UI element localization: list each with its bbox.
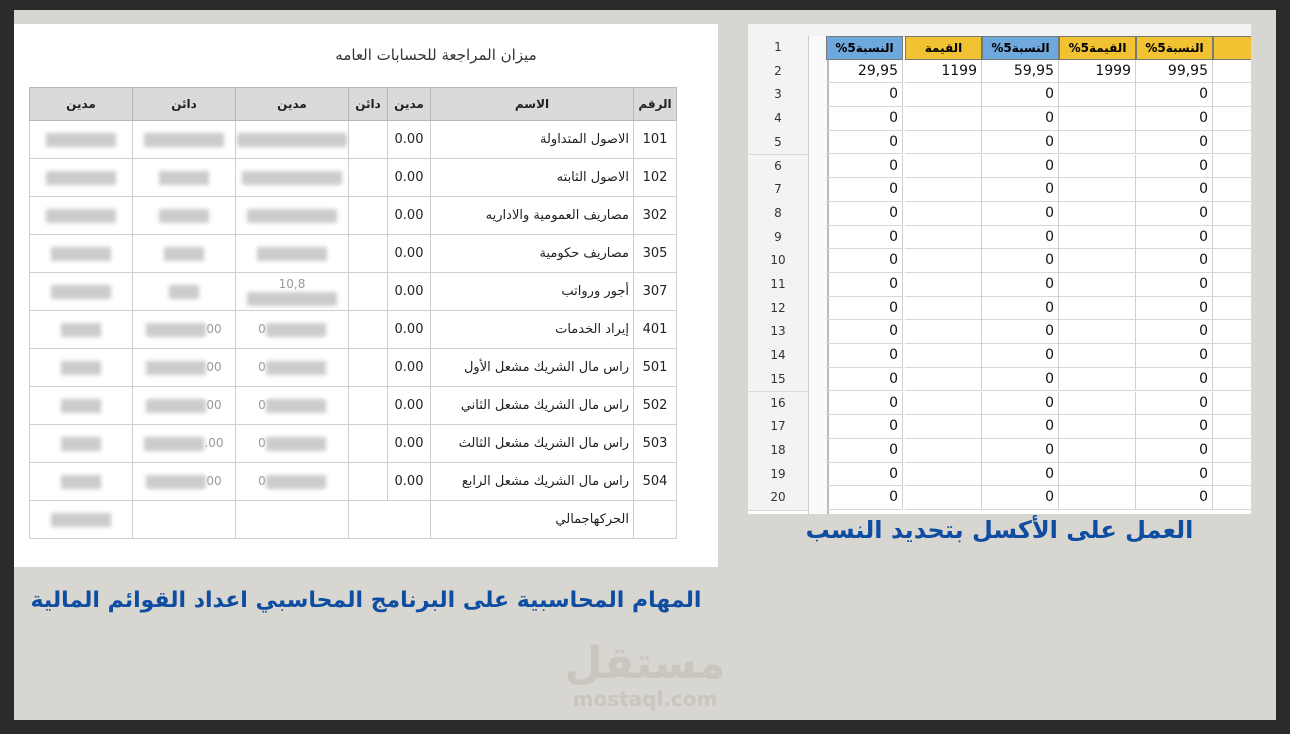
sheet-cell[interactable] [905,486,982,510]
sheet-cell[interactable] [905,392,982,416]
sheet-cell[interactable]: 0 [826,463,903,487]
sheet-cell[interactable]: 0 [982,415,1059,439]
row-header[interactable]: 2 [748,60,808,85]
sheet-cell[interactable] [905,297,982,321]
cell-account-number [634,501,677,539]
cell-debit-2 [236,349,349,387]
table-header-row [30,88,677,121]
sheet-cell[interactable] [1059,415,1136,439]
sheet-cell[interactable]: 0 [1136,226,1213,250]
sheet-cell[interactable]: 0 [982,155,1059,179]
sheet-cell[interactable]: 0 [826,439,903,463]
cell-account-number: 504 [634,463,677,501]
cell-account-name: راس مال الشريك مشعل الأول [431,349,634,387]
row-header[interactable]: 4 [748,107,808,132]
row-header[interactable]: 10 [748,249,808,274]
cell-account-name: راس مال الشريك مشعل الثاني [431,387,634,425]
row-header[interactable]: 1 [748,36,808,61]
row-header[interactable]: 16 [748,392,808,417]
col-debit-2: مدين [236,88,349,121]
table-row [30,311,677,349]
sheet-cell[interactable] [1059,439,1136,463]
sheet-cell[interactable]: 0 [1136,415,1213,439]
cell-debit-2 [236,425,349,463]
cell-credit-2 [349,311,388,349]
sheet-cell[interactable]: 1199 [905,60,982,84]
sheet-cell[interactable]: 0 [826,226,903,250]
cell-credit-1 [133,311,236,349]
faint-value: 00 [206,398,222,412]
cell-debit-3: 0.00 [388,273,431,311]
faint-value: 00 [206,322,222,336]
cell-credit-1 [133,501,236,539]
cell-credit-1 [133,425,236,463]
sheet-cell[interactable]: 0 [982,131,1059,155]
row-header[interactable]: 9 [748,226,808,251]
cell-debit-3: 0.00 [388,349,431,387]
sheet-cell[interactable]: 0 [826,392,903,416]
sheet-cell-partial[interactable] [1213,392,1251,416]
sheet-cell[interactable]: 0 [826,368,903,392]
cell-debit-3: 0.00 [388,235,431,273]
sheet-cell-partial[interactable] [1213,131,1251,155]
sheet-cell-partial[interactable] [1213,249,1251,273]
sheet-cell[interactable] [1059,249,1136,273]
sheet-cell[interactable]: 0 [982,392,1059,416]
sheet-cell[interactable] [1059,486,1136,510]
sheet-cell[interactable]: 0 [982,249,1059,273]
faint-value: 0 [258,398,266,412]
cell-debit-3: 0.00 [388,159,431,197]
cell-debit-1 [30,159,133,197]
sheet-header-cell[interactable]: القيمة5% [1059,36,1136,60]
sheet-cell-partial[interactable] [1213,155,1251,179]
sheet-cell[interactable] [1059,226,1136,250]
row-header[interactable]: 14 [748,344,808,369]
cell-debit-2 [236,501,349,539]
sheet-cell[interactable]: 0 [826,486,903,510]
cell-account-name: إيراد الخدمات [431,311,634,349]
sheet-cell[interactable]: 0 [1136,202,1213,226]
cell-credit-2 [349,349,388,387]
sheet-cell[interactable] [905,178,982,202]
cell-debit-2 [236,159,349,197]
cell-credit-1 [133,463,236,501]
sheet-cell[interactable]: 0 [1136,273,1213,297]
cell-credit-2 [349,425,388,463]
col-credit-2: دائن [349,88,388,121]
cell-credit-2 [349,387,388,425]
row-header[interactable]: 7 [748,178,808,203]
faint-value: 00 [206,474,222,488]
cell-account-number: 302 [634,197,677,235]
sheet-header-cell[interactable]: القيمة [905,36,982,60]
sheet-cell[interactable]: 0 [1136,297,1213,321]
report-title: ميزان المراجعة للحسابات العامه [335,46,537,64]
table-row [30,273,677,311]
cell-debit-2 [236,463,349,501]
sheet-cell[interactable] [1059,178,1136,202]
row-header[interactable]: 13 [748,320,808,345]
cell-debit-2 [236,235,349,273]
row-header[interactable]: 18 [748,439,808,464]
sheet-cell[interactable]: 0 [826,297,903,321]
sheet-cell[interactable] [1059,202,1136,226]
sheet-cell[interactable]: 0 [826,202,903,226]
cell-account-name: مصاريف العمومية والاداريه [431,197,634,235]
right-caption: العمل على الأكسل بتحديد النسب [805,516,1194,544]
sheet-cell[interactable]: 0 [982,439,1059,463]
cell-debit-3: 0.00 [388,197,431,235]
cell-account-name: راس مال الشريك مشعل الرابع [431,463,634,501]
watermark-arabic: مستقل [564,638,726,689]
faint-value: .00 [204,436,224,450]
sheet-cell[interactable] [905,202,982,226]
sheet-cell[interactable] [905,131,982,155]
cell-debit-1 [30,349,133,387]
sheet-cell[interactable] [1059,131,1136,155]
table-row [30,121,677,159]
col-debit-3: مدين [388,88,431,121]
table-row [30,159,677,197]
sheet-cell[interactable] [905,107,982,131]
sheet-cell[interactable]: 0 [982,202,1059,226]
cell-debit-1 [30,463,133,501]
faint-value: 00 [206,360,222,374]
table-row [30,425,677,463]
trial-balance-panel [14,24,718,567]
cell-debit-2 [236,121,349,159]
sheet-cell[interactable]: 0 [1136,178,1213,202]
sheet-cell[interactable]: 0 [982,463,1059,487]
cell-debit-1 [30,311,133,349]
row-header[interactable]: 5 [748,131,808,156]
sheet-cell-partial[interactable] [1213,297,1251,321]
faint-value: 0 [258,360,266,374]
sheet-cell[interactable]: 0 [826,320,903,344]
sheet-cell[interactable]: 59,95 [982,60,1059,84]
cell-debit-1 [30,425,133,463]
cell-account-number: 101 [634,121,677,159]
sheet-cell[interactable]: 0 [1136,249,1213,273]
row-header[interactable]: 12 [748,297,808,322]
sheet-cell[interactable] [1059,320,1136,344]
cell-account-name: الاصول المتداولة [431,121,634,159]
sheet-cell-partial[interactable] [1213,273,1251,297]
sheet-header-cell[interactable]: النسبة5% [982,36,1059,60]
sheet-cell[interactable] [905,226,982,250]
sheet-cell[interactable]: 0 [826,178,903,202]
row-header[interactable]: 11 [748,273,808,298]
sheet-cell-partial[interactable] [1213,368,1251,392]
sheet-cell[interactable]: 0 [826,249,903,273]
sheet-cell[interactable]: 0 [1136,463,1213,487]
cell-account-number: 401 [634,311,677,349]
cell-account-number: 501 [634,349,677,387]
cell-debit-1 [30,121,133,159]
cell-debit-3: 0.00 [388,121,431,159]
sheet-cell[interactable]: 0 [982,486,1059,510]
row-header[interactable]: 19 [748,463,808,488]
cell-account-number: 503 [634,425,677,463]
sheet-cell[interactable] [905,463,982,487]
sheet-cell[interactable]: 99,95 [1136,60,1213,84]
cell-account-number: 102 [634,159,677,197]
col-number: الرقم [634,88,677,121]
sheet-cell[interactable]: 0 [1136,83,1213,107]
mostaql-watermark [560,640,730,710]
sheet-cell[interactable]: 1999 [1059,60,1136,84]
cell-debit-1 [30,501,133,539]
cell-account-name: راس مال الشريك مشعل الثالث [431,425,634,463]
sheet-cell[interactable] [1059,392,1136,416]
cell-credit-2 [349,501,431,539]
cell-credit-1 [133,235,236,273]
cell-credit-1 [133,349,236,387]
cell-debit-2 [236,387,349,425]
cell-account-number: 305 [634,235,677,273]
cell-credit-1 [133,159,236,197]
sheet-cell[interactable] [1059,463,1136,487]
cell-credit-2 [349,273,388,311]
cell-credit-1 [133,121,236,159]
sheet-header-cell[interactable]: النسبة5% [1136,36,1213,60]
sheet-cell-partial[interactable] [1213,36,1251,60]
sheet-cell[interactable]: 0 [982,368,1059,392]
row-header[interactable]: 3 [748,83,808,108]
sheet-cell[interactable]: 0 [826,155,903,179]
cell-debit-2 [236,311,349,349]
table-row [30,387,677,425]
cell-debit-1 [30,387,133,425]
table-row [30,235,677,273]
sheet-cell[interactable] [1059,273,1136,297]
sheet-cell[interactable] [905,344,982,368]
cell-account-name: أجور ورواتب [431,273,634,311]
sheet-cell[interactable]: 0 [982,344,1059,368]
sheet-cell[interactable]: 0 [826,107,903,131]
cell-debit-2 [236,273,349,311]
sheet-cell[interactable] [905,368,982,392]
faint-value: 10,8 [278,276,306,291]
sheet-cell[interactable] [905,155,982,179]
sheet-cell[interactable]: 0 [826,131,903,155]
cell-debit-1 [30,197,133,235]
sheet-cell[interactable]: 0 [826,83,903,107]
cell-credit-1 [133,387,236,425]
sheet-cell[interactable]: 0 [1136,368,1213,392]
sheet-cell-partial[interactable] [1213,107,1251,131]
row-header[interactable]: 17 [748,415,808,440]
cell-debit-3: 0.00 [388,425,431,463]
cell-debit-1 [30,235,133,273]
cell-credit-2 [349,121,388,159]
sheet-cell[interactable] [905,273,982,297]
sheet-cell-partial[interactable] [1213,415,1251,439]
table-row [30,463,677,501]
cell-credit-1 [133,197,236,235]
table-row [30,197,677,235]
cell-credit-2 [349,463,388,501]
sheet-cell[interactable] [1059,297,1136,321]
col-name: الاسم [431,88,634,121]
sheet-cell[interactable] [905,320,982,344]
sheet-cell[interactable]: 0 [982,107,1059,131]
sheet-cell[interactable] [1059,344,1136,368]
sheet-cell-partial[interactable] [1213,60,1251,84]
sheet-cell-partial[interactable] [1213,344,1251,368]
table-row [30,501,677,539]
sheet-cell[interactable]: 0 [1136,392,1213,416]
sheet-cell[interactable]: 0 [826,415,903,439]
sheet-cell[interactable]: 0 [1136,107,1213,131]
sheet-cell[interactable] [1059,368,1136,392]
table-row [30,349,677,387]
sheet-cell-partial[interactable] [1213,226,1251,250]
sheet-cell[interactable] [1059,155,1136,179]
cell-debit-1 [30,273,133,311]
sheet-cell[interactable]: 0 [1136,131,1213,155]
sheet-cell[interactable]: 0 [982,297,1059,321]
sheet-header-cell[interactable]: النسبة5% [826,36,903,60]
cell-account-name: مصاريف حكومية [431,235,634,273]
watermark-latin: mostaql.com [572,687,718,711]
sheet-cell[interactable]: 0 [1136,486,1213,510]
row-header[interactable]: 20 [748,486,808,511]
sheet-cell[interactable]: 0 [1136,439,1213,463]
row-header[interactable]: 8 [748,202,808,227]
cell-credit-2 [349,235,388,273]
sheet-cell[interactable] [1059,83,1136,107]
sheet-cell-partial[interactable] [1213,439,1251,463]
faint-value: 0 [258,436,266,450]
sheet-cell-partial[interactable] [1213,463,1251,487]
cell-account-number: 502 [634,387,677,425]
col-credit-1: دائن [133,88,236,121]
faint-value: 0 [258,474,266,488]
cell-credit-2 [349,197,388,235]
sheet-cell[interactable]: 0 [826,273,903,297]
sheet-cell[interactable]: 0 [982,226,1059,250]
cell-account-name: الحركهاجمالي [431,501,634,539]
sheet-cell-partial[interactable] [1213,178,1251,202]
col-debit-1: مدين [30,88,133,121]
cell-account-number: 307 [634,273,677,311]
sheet-cell[interactable] [905,439,982,463]
sheet-cell[interactable]: 0 [982,178,1059,202]
sheet-cell[interactable]: 0 [982,83,1059,107]
sheet-cell[interactable] [905,415,982,439]
sheet-cell[interactable]: 0 [1136,155,1213,179]
left-caption: المهام المحاسبية على البرنامج المحاسبي اعداد القوائم المالية [30,588,702,613]
sheet-cell[interactable]: 29,95 [826,60,903,84]
cell-credit-1 [133,273,236,311]
trial-balance-table [29,87,677,539]
cell-credit-2 [349,159,388,197]
sheet-cell-partial[interactable] [1213,486,1251,510]
sheet-cell-partial[interactable] [1213,202,1251,226]
cell-account-name: الاصول الثابته [431,159,634,197]
sheet-cell-partial[interactable] [1213,320,1251,344]
row-header[interactable]: 6 [748,155,808,180]
cell-debit-2 [236,197,349,235]
sheet-cell-partial[interactable] [1213,83,1251,107]
cell-debit-3: 0.00 [388,387,431,425]
sheet-cell[interactable] [905,249,982,273]
sheet-cell[interactable]: 0 [1136,344,1213,368]
sheet-cell[interactable]: 0 [826,344,903,368]
sheet-cell[interactable] [1059,107,1136,131]
sheet-cell[interactable] [905,83,982,107]
cell-debit-3: 0.00 [388,463,431,501]
cell-debit-3: 0.00 [388,311,431,349]
sheet-cell[interactable]: 0 [982,273,1059,297]
sheet-cell[interactable]: 0 [982,320,1059,344]
excel-sheet-panel [748,24,1251,514]
sheet-cell[interactable]: 0 [1136,320,1213,344]
faint-value: 0 [258,322,266,336]
row-header[interactable]: 15 [748,368,808,393]
